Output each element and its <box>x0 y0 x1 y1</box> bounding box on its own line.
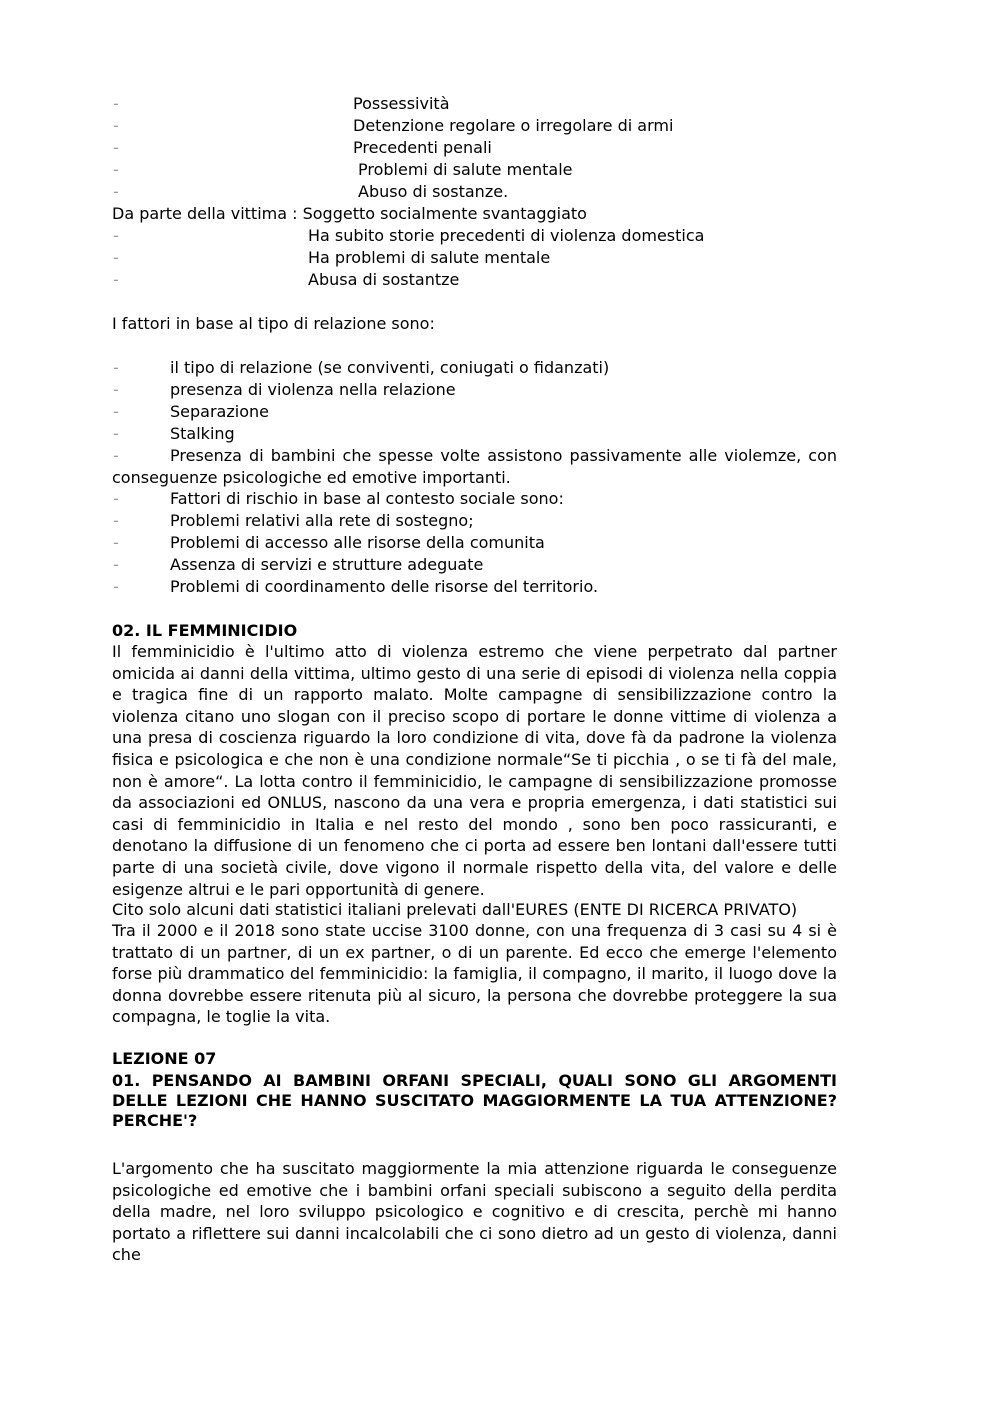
list-dash: - <box>113 94 119 113</box>
list-item: Problemi di coordinamento delle risorse del territorio. <box>170 577 599 596</box>
list-dash: - <box>113 380 119 399</box>
section-heading: 02. IL FEMMINICIDIO <box>112 621 298 640</box>
victim-intro: Da parte della vittima : Soggetto socialmente svantaggiato <box>112 204 587 223</box>
list-item: Precedenti penali <box>353 138 492 157</box>
list-item: il tipo di relazione (se conviventi, coniugati o fidanzati) <box>170 358 610 377</box>
paragraph: L'argomento che ha suscitato maggiormente la mia attenzione riguarda le conseguenze psicologiche ed emotive che i bambini orfani speciali subiscono a seguito della perdita della madre, nel loro sviluppo psicologico e cognitivo e di crescita, perchè mi hanno portato a riflettere sui danni incalcolabili che ci sono dietro ad un gesto di violenza, danni che <box>112 1159 837 1265</box>
list-item: Abuso di sostanze. <box>358 182 509 201</box>
list-dash: - <box>113 226 119 245</box>
list-item: presenza di violenza nella relazione <box>170 380 456 399</box>
list-item: Problemi relativi alla rete di sostegno; <box>170 511 474 530</box>
list-dash: - <box>113 138 119 157</box>
list-dash: - <box>113 248 119 267</box>
list-item: Detenzione regolare o irregolare di armi <box>353 116 674 135</box>
question-heading: 01. PENSANDO AI BAMBINI ORFANI SPECIALI, QUALI SONO GLI ARGOMENTI DELLE LEZIONI CHE HANNO SUSCITATO MAGGIORMENTE LA TUA ATTENZIONE? PERCHE'? <box>112 1071 837 1130</box>
paragraph: Cito solo alcuni dati statistici italiani prelevati dall'EURES (ENTE DI RICERCA PRIVATO) <box>112 900 798 919</box>
list-dash: - <box>113 358 119 377</box>
list-dash: - <box>113 555 119 574</box>
list-dash: - <box>113 511 119 530</box>
list-dash: - <box>113 424 119 443</box>
list-dash: - <box>113 402 119 421</box>
list-item: Problemi di accesso alle risorse della comunita <box>170 533 545 552</box>
list-item: Stalking <box>170 424 235 443</box>
list-item: Possessività <box>353 94 450 113</box>
list-dash: - <box>113 577 119 596</box>
relation-intro: I fattori in base al tipo di relazione sono: <box>112 314 435 333</box>
list-item: Ha subito storie precedenti di violenza domestica <box>308 226 705 245</box>
list-dash: - <box>113 116 119 135</box>
paragraph: Tra il 2000 e il 2018 sono state uccise 3100 donne, con una frequenza di 3 casi su 4 si è trattato di un partner, di un ex partner, o di un parente. Ed ecco che emerge l'elemento forse più drammatico del femminicidio: la famiglia, il compagno, il marito, il luogo dove la donna dovrebbe essere ritenuta più al sicuro, la persona che dovrebbe proteggere la sua compagna, le toglie la vita. <box>112 921 837 1027</box>
list-item-children: Presenza di bambini che spesse volte assistono passivamente alle violemze, con conseguenze psicologiche ed emotive importanti. <box>112 446 837 487</box>
paragraph: Il femminicidio è l'ultimo atto di violenza estremo che viene perpetrato dal partner omicida ai danni della vittima, ultimo gesto di una serie di episodi di violenza nella coppia e tragica fine di un rapporto malato. Molte campagne di sensibilizzazione contro la violenza citano uno slogan con il preciso scopo di portare le donne vittime di violenza a una presa di coscienza riguardo la loro condizione di vita, dove fà da padrone la violenza fisica e psicologica e che non è una condizione normale“Se ti picchia , o se ti fà del male, non è amore“. La lotta contro il femminicidio, le campagne di sensibilizzazione promosse da associazioni ed ONLUS, nascono da una vera e propria emergenza, i dati statistici sui casi di femminicidio in Italia e nel resto del mondo , sono ben poco rassicuranti, e denotano la diffusione di un fenomeno che ci porta ad essere ben lontani dall'essere tutti parte di una società civile, dove vigono il normale rispetto della vita, del valore e delle esigenze altrui e le pari opportunità di genere. <box>112 642 837 899</box>
list-dash: - <box>113 489 119 508</box>
list-dash: - <box>113 533 119 552</box>
list-dash: - <box>113 446 119 465</box>
list-item: Problemi di salute mentale <box>358 160 573 179</box>
list-item: Ha problemi di salute mentale <box>308 248 551 267</box>
list-item: Abusa di sostantze <box>308 270 460 289</box>
list-dash: - <box>113 160 119 179</box>
list-item: Separazione <box>170 402 269 421</box>
list-item: Assenza di servizi e strutture adeguate <box>170 555 484 574</box>
list-item: Fattori di rischio in base al contesto sociale sono: <box>170 489 564 508</box>
list-dash: - <box>113 182 119 201</box>
list-dash: - <box>113 270 119 289</box>
lesson-title: LEZIONE 07 <box>112 1049 217 1068</box>
